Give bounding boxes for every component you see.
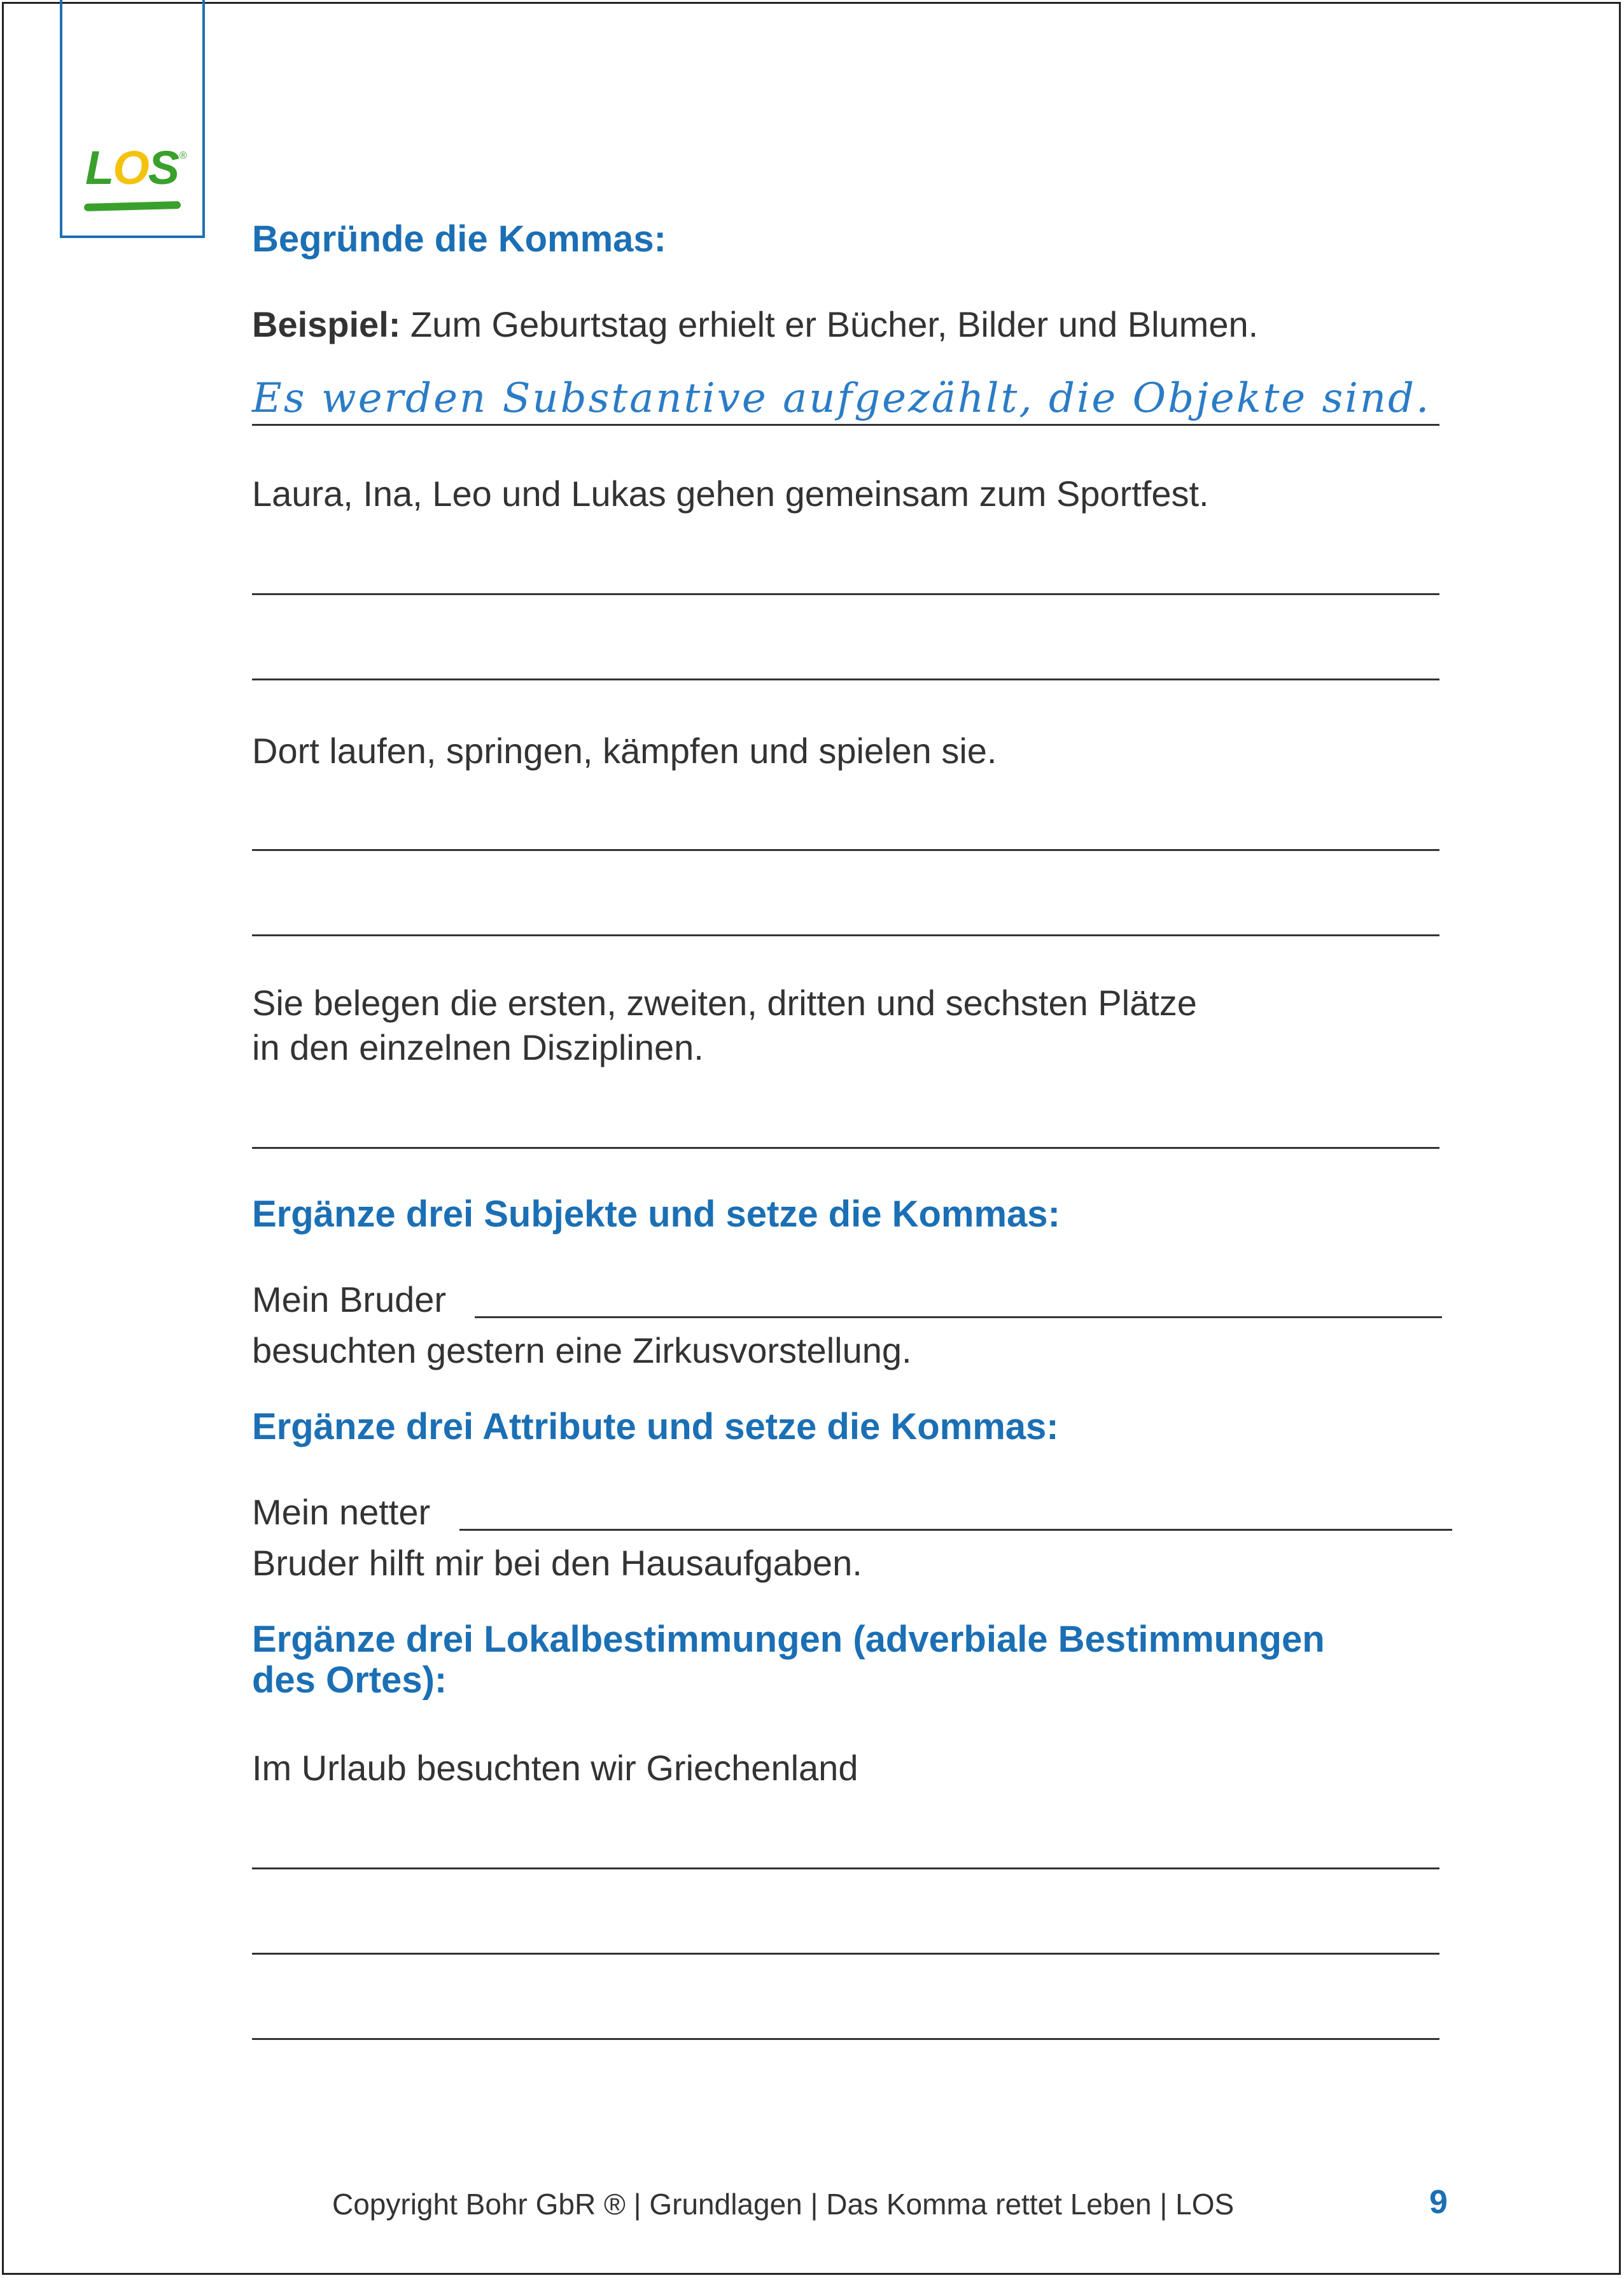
- sentence-2: Dort laufen, springen, kämpfen und spielen sie.: [252, 731, 997, 771]
- logo-letter-s: S: [148, 141, 179, 194]
- locals-sentence: Im Urlaub besuchten wir Griechenland: [252, 1748, 858, 1788]
- example-answer-line: [252, 424, 1439, 426]
- answer-line-2a[interactable]: [252, 849, 1439, 851]
- locals-answer-line-1[interactable]: [252, 1867, 1439, 1869]
- logo-registered-mark: ®: [179, 150, 187, 161]
- page-number: 9: [1429, 2184, 1448, 2221]
- heading-attributes: Ergänze drei Attribute und setze die Kommas:: [252, 1406, 1059, 1447]
- heading-subjects: Ergänze drei Subjekte und setze die Kommas:: [252, 1193, 1060, 1235]
- logo-letter-l: L: [85, 141, 113, 194]
- example-sentence: [252, 303, 1258, 346]
- heading-reasons: Begründe die Kommas:: [252, 218, 666, 260]
- footer-copyright: Copyright Bohr GbR ® | Grundlagen | Das Komma rettet Leben | LOS: [332, 2188, 1235, 2221]
- answer-line-3[interactable]: [252, 1147, 1439, 1149]
- locals-answer-line-3[interactable]: [252, 2038, 1439, 2040]
- subjects-sentence-end: besuchten gestern eine Zirkusvorstellung.: [252, 1330, 912, 1370]
- locals-answer-line-2[interactable]: [252, 1953, 1439, 1955]
- logo-box: [60, 0, 205, 238]
- sentence-3-line-2: in den einzelnen Disziplinen.: [252, 1027, 704, 1067]
- attributes-sentence-end: Bruder hilft mir bei den Hausaufgaben.: [252, 1543, 862, 1583]
- example-answer-handwriting: Es werden Substantive aufgezählt, die Objekte sind.: [252, 375, 1431, 422]
- logo-swoosh: [84, 201, 181, 211]
- attributes-answer-line[interactable]: [459, 1529, 1452, 1531]
- answer-line-1a[interactable]: [252, 593, 1439, 595]
- example-label: Beispiel:: [252, 304, 401, 344]
- heading-locals-line-2: des Ortes):: [252, 1659, 447, 1701]
- subjects-answer-line[interactable]: [475, 1316, 1442, 1318]
- sentence-1: Laura, Ina, Leo und Lukas gehen gemeinsam zum Sportfest.: [252, 474, 1209, 514]
- answer-line-2b[interactable]: [252, 934, 1439, 936]
- attributes-sentence-start: Mein netter: [252, 1492, 431, 1532]
- example-text: Zum Geburtstag erhielt er Bücher, Bilder und Blumen.: [400, 304, 1259, 344]
- answer-line-1b[interactable]: [252, 678, 1439, 680]
- los-logo: [85, 143, 187, 193]
- subjects-sentence-start: Mein Bruder: [252, 1279, 447, 1319]
- logo-letter-o: O: [113, 141, 148, 194]
- sentence-3-line-1: Sie belegen die ersten, zweiten, dritten und sechsten Plätze: [252, 983, 1197, 1023]
- heading-locals-line-1: Ergänze drei Lokalbestimmungen (adverbiale Bestimmungen: [252, 1619, 1325, 1660]
